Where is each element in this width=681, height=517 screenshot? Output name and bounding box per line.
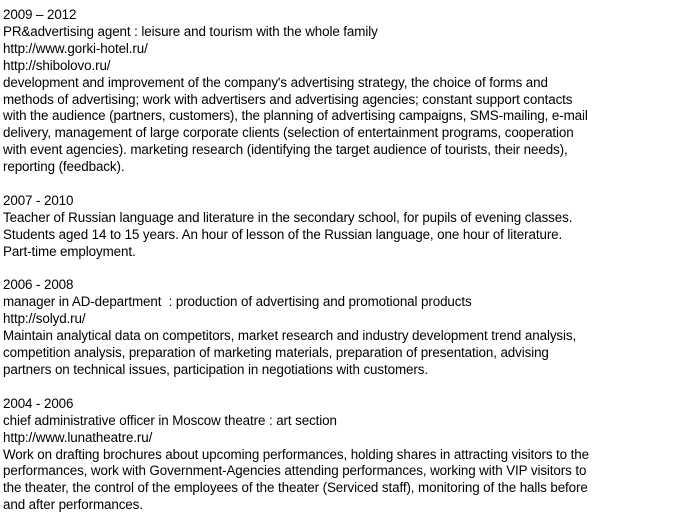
company-link[interactable]: http://shibolovo.ru/ — [3, 57, 111, 73]
period: 2004 - 2006 — [3, 395, 74, 411]
description-line: delivery, management of large corporate clients (selection of entertainment programs, cooperation — [3, 125, 574, 141]
experience-entry-2006-2008 — [3, 277, 679, 378]
position: PR&advertising agent : leisure and tourism with the whole family — [3, 23, 378, 39]
description-line: Part-time employment. — [3, 243, 136, 259]
description-line: Teacher of Russian language and literature in the secondary school, for pupils of evening classes. — [3, 209, 573, 225]
period: 2006 - 2008 — [3, 277, 74, 293]
description-line: methods of advertising; work with advertisers and advertising agencies; constant support contacts — [3, 91, 573, 107]
description-line: Work on drafting brochures about upcoming performances, holding shares in attracting visitors to the — [3, 446, 589, 462]
description-line: Maintain analytical data on competitors, market research and industry development trend analysis, — [3, 328, 577, 344]
description-line: reporting (feedback). — [3, 159, 125, 175]
description-line: Students aged 14 to 15 years. An hour of lesson of the Russian language, one hour of literature. — [3, 226, 563, 242]
position: manager in AD-department : production of advertising and promotional products — [3, 294, 472, 310]
description-line: with the audience (partners, customers), the planning of advertising campaigns, SMS-mailing, e-mail — [3, 108, 588, 124]
description-line: and after performances. — [3, 497, 143, 513]
experience-entry-2009-2012 — [3, 7, 679, 176]
company-link[interactable]: http://solyd.ru/ — [3, 311, 86, 327]
period: 2007 - 2010 — [3, 192, 74, 208]
position: chief administrative officer in Moscow theatre : art section — [3, 412, 337, 428]
period: 2009 – 2012 — [3, 7, 77, 22]
description-line: development and improvement of the company's advertising strategy, the choice of forms and — [3, 74, 548, 90]
work-experience-list — [3, 7, 679, 514]
description-line: performances, work with Government-Agencies attending performances, working with VIP visitors to — [3, 463, 587, 479]
company-link[interactable]: http://www.gorki-hotel.ru/ — [3, 40, 148, 56]
company-link[interactable]: http://www.lunatheatre.ru/ — [3, 429, 153, 445]
description-line: with event agencies). marketing research (identifying the target audience of tourists, their needs), — [3, 142, 568, 158]
experience-entry-2004-2006 — [3, 396, 679, 514]
description-line: partners on technical issues, participation in negotiations with customers. — [3, 362, 428, 377]
experience-entry-2007-2010 — [3, 193, 679, 261]
description-line: the theater, the control of the employees of the theater (Serviced staff), monitoring of the halls before — [3, 480, 588, 496]
description-line: competition analysis, preparation of marketing materials, preparation of presentation, advising — [3, 345, 549, 361]
